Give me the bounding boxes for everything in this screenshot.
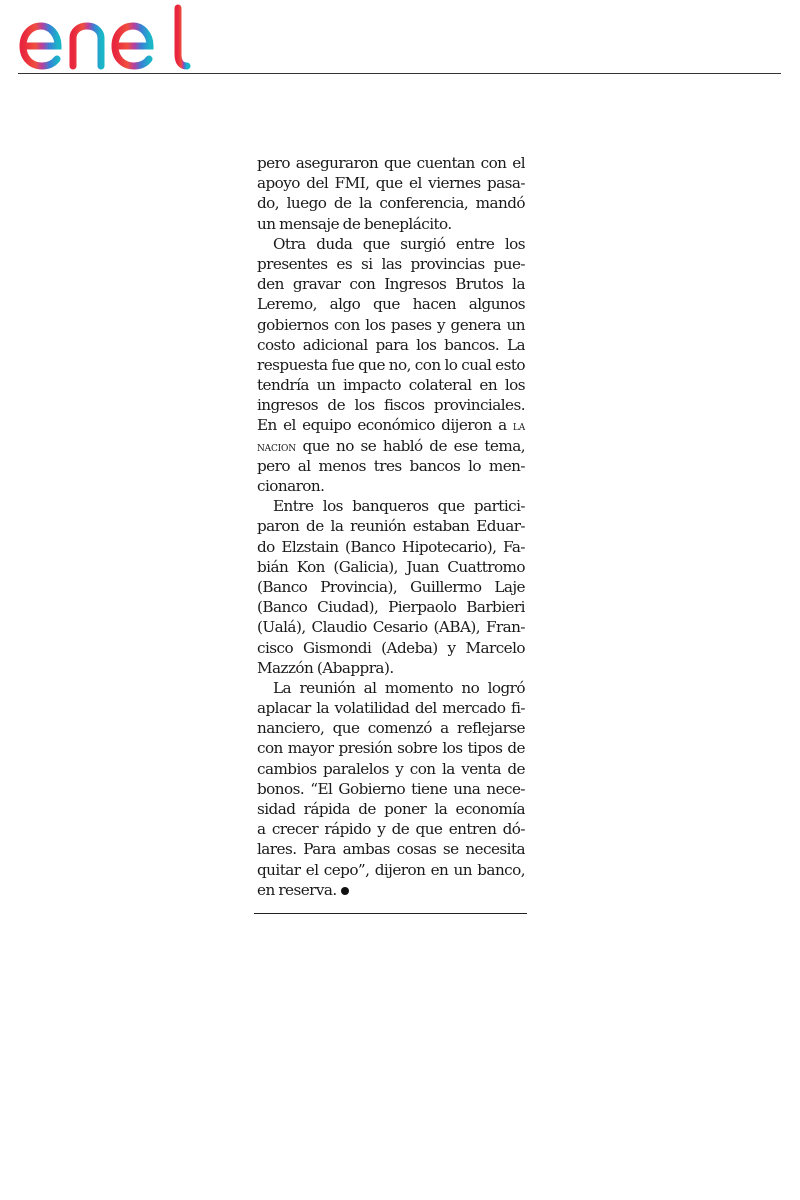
article-column [257, 153, 525, 900]
article-line: quitar el cepo”, dijeron en un banco, [257, 860, 525, 879]
article-text: que no se habló de ese tema, [302, 436, 525, 455]
article-line: apoyo del FMI, que el viernes pasa- [257, 174, 525, 193]
article-line-with-smallcaps [257, 436, 525, 456]
enel-logo-icon [18, 4, 193, 70]
article-line: (Banco Ciudad), Pierpaolo Barbieri [257, 598, 525, 617]
article-line: sidad rápida de poner la economía [257, 800, 525, 818]
article-line: cionaron. [257, 477, 325, 495]
newspaper-name-smallcaps: nacion [257, 439, 296, 455]
article-line: Entre los banqueros que partici- [273, 497, 525, 516]
article-bottom-rule [254, 913, 527, 914]
article-line: Mazzón (Abappra). [257, 658, 394, 677]
article-line: cambios paralelos y con la venta de [257, 759, 525, 778]
article-line: costo adicional para los bancos. La [257, 335, 525, 354]
article-line: un mensaje de beneplácito. [257, 214, 452, 233]
article-line-with-smallcaps [257, 415, 525, 435]
article-line: La reunión al momento no logró [273, 678, 525, 697]
article-line: tendría un impacto colateral en los [257, 376, 525, 395]
article-last-line [257, 880, 525, 900]
article-line: (Ualá), Claudio Cesario (ABA), Fran- [257, 618, 525, 637]
article-line: nanciero, que comenzó a reflejarse [257, 719, 525, 738]
article-line: den gravar con Ingresos Brutos la [257, 275, 525, 294]
page-header [0, 0, 800, 76]
article-line: gobiernos con los pases y genera un [257, 315, 525, 334]
article-text: En el equipo económico dijeron a [257, 416, 513, 435]
article-line: pero al menos tres bancos lo men- [257, 456, 525, 475]
article-line: lares. Para ambas cosas se necesita [257, 840, 525, 859]
article-line: pero aseguraron que cuentan con el [257, 154, 525, 172]
article-line: bonos. “El Gobierno tiene una nece- [257, 779, 525, 798]
article-line: bián Kon (Galicia), Juan Cuattromo [257, 557, 525, 576]
article-line: do, luego de la conferencia, mandó [257, 194, 525, 213]
article-text: en reserva. [257, 880, 337, 899]
article-line: do Elzstain (Banco Hipotecario), Fa- [257, 537, 525, 556]
article-line: respuesta fue que no, con lo cual esto [257, 355, 525, 374]
article-line: cisco Gismondi (Adeba) y Marcelo [257, 638, 525, 657]
article-line: ingresos de los fiscos provinciales. [257, 396, 525, 415]
article-line: paron de la reunión estaban Eduar- [257, 517, 525, 536]
newspaper-name-smallcaps: la [512, 419, 525, 435]
article-line: a crecer rápido y de que entren dó- [257, 820, 525, 839]
article-line: Leremo, algo que hacen algunos [257, 295, 525, 314]
article-line: aplacar la volatilidad del mercado fi- [257, 699, 525, 718]
article-line: (Banco Provincia), Guillermo Laje [257, 577, 525, 596]
article-line: con mayor presión sobre los tipos de [257, 739, 525, 758]
article-line: presentes es si las provincias pue- [257, 254, 525, 273]
article-line: Otra duda que surgió entre los [273, 234, 525, 253]
header-divider [18, 73, 781, 74]
end-of-article-bullet-icon [341, 887, 349, 895]
